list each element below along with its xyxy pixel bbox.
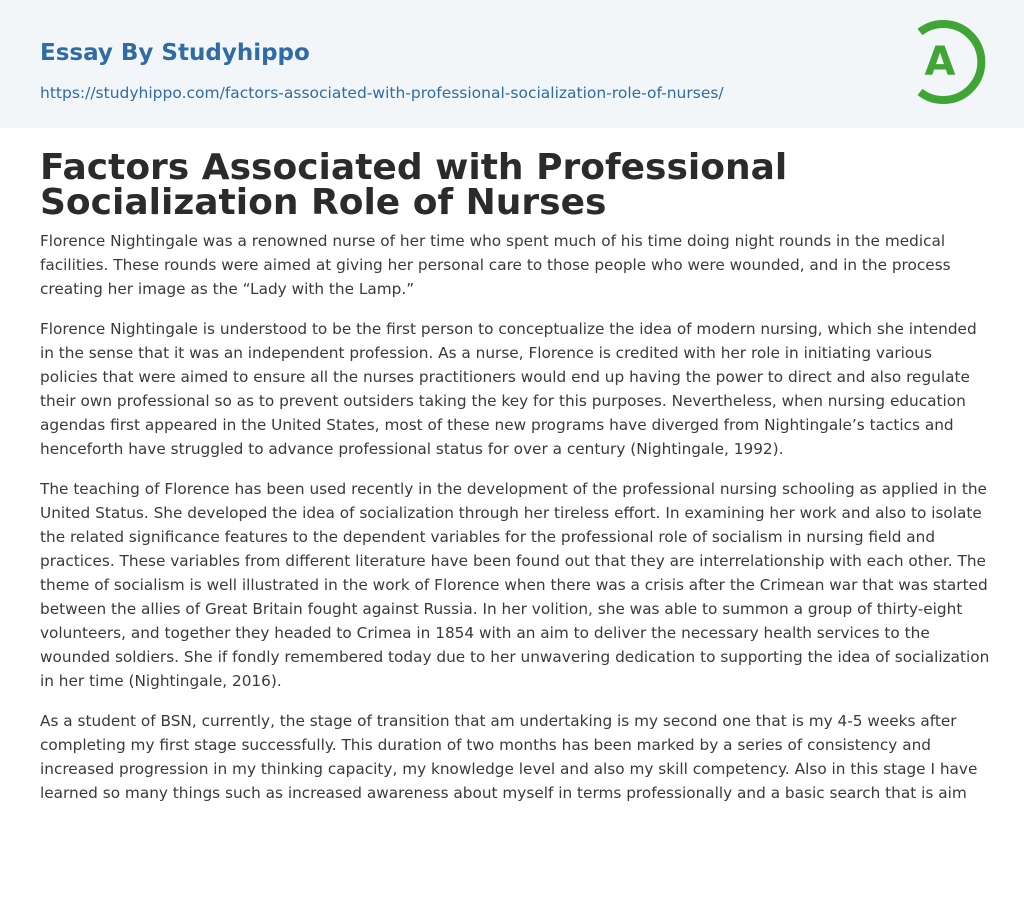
page-title: Factors Associated with Professional Socialization Role of Nurses	[40, 147, 788, 223]
article-body	[40, 229, 990, 821]
paragraph: As a student of BSN, currently, the stage of transition that am undertaking is my second one that is my 4-5 weeks after completing my first stage successfully. This duration of two months has been marked by a series of consistency and increased progression in my thinking capacity, my knowledge level and also my skill competency. Also in this stage I have learned so many things such as increased awareness about myself in terms professionally and a basic search that is aim	[40, 712, 978, 802]
paragraph: Florence Nightingale is understood to be the first person to conceptualize the idea of modern nursing, which she intended in the sense that it was an independent profession. As a nurse, Florence is credited with her role in initiating various policies that were aimed to ensure all the nurses practitioners would end up having the power to direct and also regulate their own professional so as to prevent outsiders taking the key for this purposes. Nevertheless, when nursing education agendas first appeared in the United States, most of these new programs have diverged from Nightingale’s tactics and henceforth have struggled to advance professional status for over a century (Nightingale, 1992).	[40, 320, 977, 458]
site-brand[interactable]: Essay By Studyhippo	[40, 40, 310, 66]
site-header	[0, 0, 1024, 128]
studyhippo-logo-icon[interactable]	[912, 18, 986, 106]
source-url-link[interactable]: https://studyhippo.com/factors-associated-with-professional-socialization-role-of-nurses/	[40, 84, 724, 102]
paragraph: The teaching of Florence has been used recently in the development of the professional nursing schooling as applied in the United Status. She developed the idea of socialization through her tireless effort. In examining her work and also to isolate the related significance features to the dependent variables for the professional role of socialism in nursing field and practices. These variables from different literature have been found out that they are interrelationship with each other. The theme of socialism is well illustrated in the work of Florence when there was a crisis after the Crimean war that was started between the allies of Great Britain fought against Russia. In her volition, she was able to summon a group of thirty-eight volunteers, and together they headed to Crimea in 1854 with an aim to deliver the necessary health services to the wounded soldiers. She if fondly remembered today due to her unwavering dedication to supporting the idea of socialization in her time (Nightingale, 2016).	[40, 480, 990, 690]
logo-letter: A	[924, 39, 956, 85]
paragraph: Florence Nightingale was a renowned nurse of her time who spent much of his time doing night rounds in the medical facilities. These rounds were aimed at giving her personal care to those people who were wounded, and in the process creating her image as the “Lady with the Lamp.”	[40, 232, 951, 298]
